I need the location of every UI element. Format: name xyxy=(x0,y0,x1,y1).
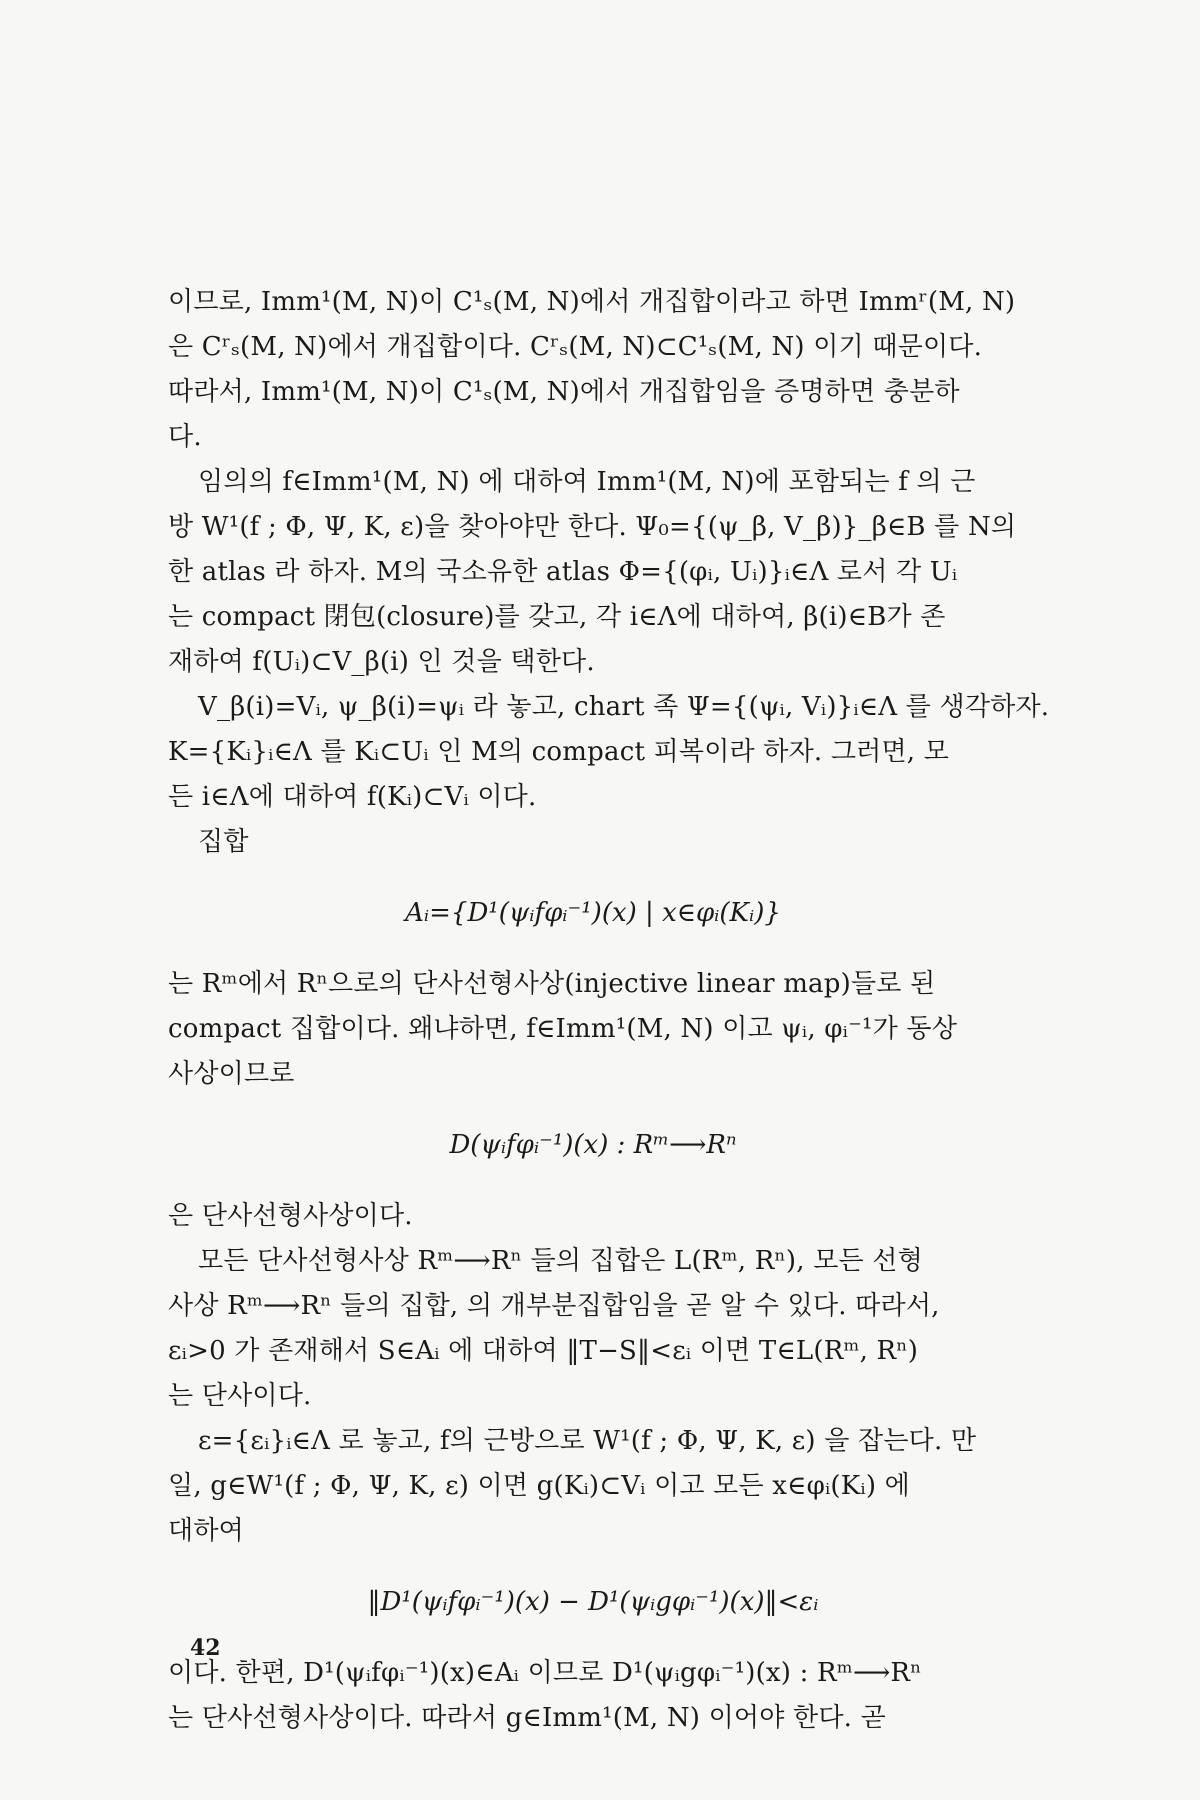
text-line: 이다. 한편, D¹(ψᵢfφᵢ⁻¹)(x)∈Aᵢ 이므로 D¹(ψᵢgφᵢ⁻¹)(x) : Rᵐ⟶Rⁿ xyxy=(168,1658,922,1688)
text-line: 다. xyxy=(168,422,202,452)
text-line: 대하여 xyxy=(168,1516,244,1546)
text-line: εᵢ>0 가 존재해서 S∈Aᵢ 에 대하여 ‖T−S‖<εᵢ 이면 T∈L(Rᵐ, Rⁿ) xyxy=(168,1336,919,1366)
text-line: 는 단사이다. xyxy=(168,1381,312,1411)
body-text xyxy=(168,280,1050,1741)
text-line: 임의의 f∈Imm¹(M, N) 에 대하여 Imm¹(M, N)에 포함되는 f 의 근 xyxy=(198,467,976,497)
formula-derivative-map: D(ψᵢfφᵢ⁻¹)(x) : Rᵐ⟶Rⁿ xyxy=(449,1130,737,1160)
text-line: 사상이므로 xyxy=(168,1059,295,1089)
text-line: 이므로, Imm¹(M, N)이 C¹ₛ(M, N)에서 개집합이라고 하면 Immʳ(M, N) xyxy=(168,287,1016,317)
text-line: V_β(i)=Vᵢ, ψ_β(i)=ψᵢ 라 놓고, chart 족 Ψ={(ψᵢ, Vᵢ)}ᵢ∈Λ 를 생각하자. xyxy=(198,692,1050,722)
formula-set-a: Aᵢ={D¹(ψᵢfφᵢ⁻¹)(x) | x∈φᵢ(Kᵢ)} xyxy=(405,898,781,928)
text-line: 는 Rᵐ에서 Rⁿ으로의 단사선형사상(injective linear map)들로 된 xyxy=(168,969,936,999)
text-line: 사상 Rᵐ⟶Rⁿ 들의 집합, 의 개부분집합임을 곧 알 수 있다. 따라서, xyxy=(168,1291,940,1321)
text-line: ε={εᵢ}ᵢ∈Λ 로 놓고, f의 근방으로 W¹(f ; Φ, Ψ, K, ε) 을 잡는다. 만 xyxy=(198,1426,977,1456)
text-line: 는 단사선형사상이다. 따라서 g∈Imm¹(M, N) 이어야 한다. 곧 xyxy=(168,1703,886,1733)
text-line: 는 compact 閉包(closure)를 갖고, 각 i∈Λ에 대하여, β(i)∈B가 존 xyxy=(168,602,946,632)
formula-norm-inequality: ‖D¹(ψᵢfφᵢ⁻¹)(x) − D¹(ψᵢgφᵢ⁻¹)(x)‖<εᵢ xyxy=(367,1587,819,1617)
text-line: 모든 단사선형사상 Rᵐ⟶Rⁿ 들의 집합은 L(Rᵐ, Rⁿ), 모든 선형 xyxy=(198,1246,923,1276)
text-line: 재하여 f(Uᵢ)⊂V_β(i) 인 것을 택한다. xyxy=(168,647,595,677)
set-heading: 집합 xyxy=(198,827,249,857)
text-line: 은 단사선형사상이다. xyxy=(168,1201,413,1231)
text-line: 은 Cʳₛ(M, N)에서 개집합이다. Cʳₛ(M, N)⊂C¹ₛ(M, N) 이기 때문이다. xyxy=(168,332,983,362)
page-number: 42 xyxy=(190,1635,221,1661)
text-line: 일, g∈W¹(f ; Φ, Ψ, K, ε) 이면 g(Kᵢ)⊂Vᵢ 이고 모든 x∈φᵢ(Kᵢ) 에 xyxy=(168,1471,910,1501)
text-line: K={Kᵢ}ᵢ∈Λ 를 Kᵢ⊂Uᵢ 인 M의 compact 피복이라 하자. 그러면, 모 xyxy=(168,737,950,767)
text-line: 든 i∈Λ에 대하여 f(Kᵢ)⊂Vᵢ 이다. xyxy=(168,782,537,812)
text-line: 한 atlas 라 하자. M의 국소유한 atlas Φ={(φᵢ, Uᵢ)}ᵢ∈Λ 로서 각 Uᵢ xyxy=(168,557,958,587)
text-line: 따라서, Imm¹(M, N)이 C¹ₛ(M, N)에서 개집합임을 증명하면 충분하 xyxy=(168,377,960,407)
text-line: 방 W¹(f ; Φ, Ψ, K, ε)을 찾아야만 한다. Ψ₀={(ψ_β, V_β)}_β∈B 를 N의 xyxy=(168,512,1017,542)
text-line: compact 집합이다. 왜냐하면, f∈Imm¹(M, N) 이고 ψᵢ, φᵢ⁻¹가 동상 xyxy=(168,1014,958,1044)
